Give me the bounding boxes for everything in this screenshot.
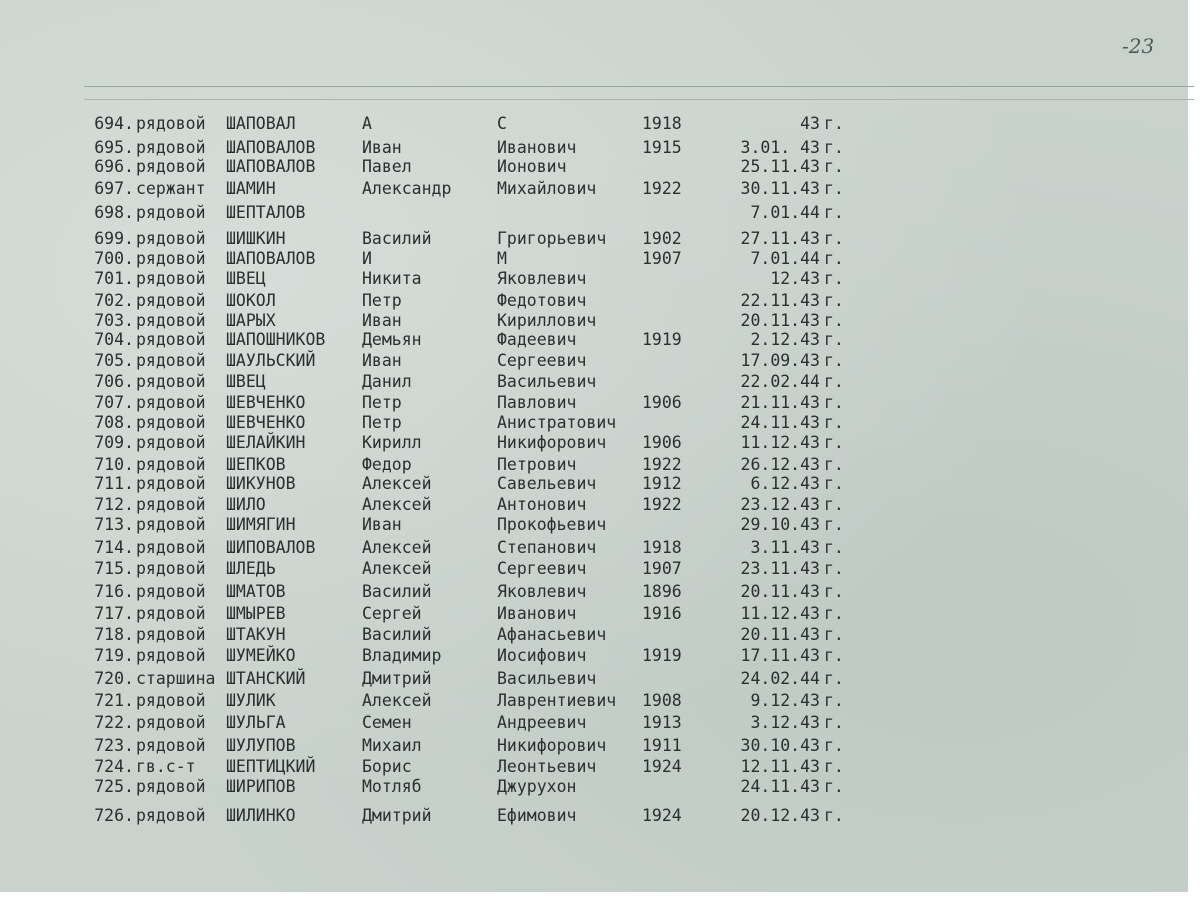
record-year-suffix: г. [824,291,844,310]
record-year-suffix: г. [824,351,844,370]
record-rank: рядовой [136,713,206,732]
record-date: 12.11.43 [740,757,820,776]
record-row [80,372,860,392]
record-rank: рядовой [136,625,206,644]
record-rank: рядовой [136,229,206,248]
record-year-suffix: г. [824,474,844,493]
record-first-name: Дмитрий [362,669,432,688]
record-year-suffix: г. [824,713,844,732]
record-first-name: Василий [362,625,432,644]
record-date: 22.02.44 [740,372,820,391]
record-number: 697. [94,179,134,198]
record-surname: ШАПОВАЛОВ [226,249,316,268]
record-row [80,806,860,826]
record-patronymic: Кириллович [497,311,597,330]
record-surname: ШИЛО [226,495,266,514]
record-patronymic: Леонтьевич [497,757,597,776]
record-surname: ШАУЛЬСКИЙ [226,351,316,370]
record-rank: рядовой [136,515,206,534]
record-patronymic: Фадеевич [497,330,577,349]
record-first-name: Василий [362,229,432,248]
record-rank: рядовой [136,806,206,825]
record-date: 6.12.43 [750,474,820,493]
record-year-suffix: г. [824,433,844,452]
record-date: 30.11.43 [740,179,820,198]
record-number: 722. [94,713,134,732]
record-patronymic: Анистратович [497,413,617,432]
record-rank: рядовой [136,393,206,412]
record-patronymic: Джурухон [497,777,577,796]
record-birth-year: 1896 [642,582,682,601]
record-row [80,691,860,711]
record-row [80,713,860,733]
record-row [80,269,860,289]
record-surname: ШИРИПОВ [226,777,296,796]
record-number: 709. [94,433,134,452]
record-number: 720. [94,669,134,688]
record-surname: ШАРЫХ [226,311,276,330]
record-rank: рядовой [136,433,206,452]
record-first-name: Иван [362,515,402,534]
record-patronymic: С [497,114,507,133]
record-year-suffix: г. [824,736,844,755]
record-date: 25.11.43 [740,157,820,176]
record-row [80,777,860,797]
record-birth-year: 1911 [642,736,682,755]
record-birth-year: 1906 [642,433,682,452]
record-row [80,757,860,777]
page-number: -23 [1122,34,1155,58]
record-number: 714. [94,538,134,557]
record-rank: рядовой [136,114,206,133]
record-date: 12.43 [770,269,820,288]
record-birth-year: 1913 [642,713,682,732]
record-patronymic: Григорьевич [497,229,607,248]
record-surname: ШЕВЧЕНКО [226,413,306,432]
header-rule-line [84,99,1194,100]
record-rank: рядовой [136,559,206,578]
record-date: 26.12.43 [740,455,820,474]
record-rank: рядовой [136,474,206,493]
record-first-name: Алексей [362,559,432,578]
record-number: 726. [94,806,134,825]
record-surname: ШАПОВАЛ [226,114,296,133]
record-first-name: Петр [362,393,402,412]
record-number: 710. [94,455,134,474]
record-first-name: Семен [362,713,412,732]
record-year-suffix: г. [824,777,844,796]
record-row [80,138,860,158]
record-number: 703. [94,311,134,330]
record-patronymic: Сергеевич [497,559,587,578]
record-number: 699. [94,229,134,248]
record-number: 725. [94,777,134,796]
record-birth-year: 1918 [642,114,682,133]
record-date: 7.01.44 [750,203,820,222]
record-patronymic: Михайлович [497,179,597,198]
record-first-name: А [362,114,372,133]
record-number: 713. [94,515,134,534]
record-surname: ШАМИН [226,179,276,198]
record-date: 20.11.43 [740,311,820,330]
record-date: 23.12.43 [740,495,820,514]
record-row [80,203,860,223]
record-surname: ШУЛУПОВ [226,736,296,755]
record-surname: ШВЕЦ [226,269,266,288]
record-surname: ШЕПКОВ [226,455,286,474]
record-date: 3.01. 43 [740,138,820,157]
record-year-suffix: г. [824,559,844,578]
record-first-name: Иван [362,138,402,157]
record-patronymic: Иванович [497,138,577,157]
record-patronymic: Иванович [497,604,577,623]
record-surname: ШЕВЧЕНКО [226,393,306,412]
record-year-suffix: г. [824,604,844,623]
record-date: 3.11.43 [750,538,820,557]
record-rank: рядовой [136,157,206,176]
record-row [80,455,860,475]
record-patronymic: Савельевич [497,474,597,493]
record-rank: рядовой [136,646,206,665]
record-row [80,515,860,535]
record-year-suffix: г. [824,330,844,349]
record-surname: ШУЛЬГА [226,713,286,732]
record-row [80,538,860,558]
record-rank: рядовой [136,604,206,623]
record-date: 9.12.43 [750,691,820,710]
record-date: 23.11.43 [740,559,820,578]
record-patronymic: Лаврентиевич [497,691,617,710]
record-number: 698. [94,203,134,222]
record-row [80,229,860,249]
record-year-suffix: г. [824,538,844,557]
record-row [80,114,860,134]
record-patronymic: Ионович [497,157,567,176]
record-row [80,311,860,331]
record-first-name: Алексей [362,691,432,710]
record-first-name: Мотляб [362,777,422,796]
record-date: 2.12.43 [750,330,820,349]
record-year-suffix: г. [824,372,844,391]
record-date: 17.09.43 [740,351,820,370]
scan-edge-bottom [0,892,1200,898]
record-surname: ШАПОВАЛОВ [226,157,316,176]
record-patronymic: Андреевич [497,713,587,732]
record-first-name: Петр [362,291,402,310]
record-date: 17.11.43 [740,646,820,665]
header-rule-line [84,86,1194,87]
record-number: 700. [94,249,134,268]
record-row [80,646,860,666]
record-surname: ШОКОЛ [226,291,276,310]
record-rank: рядовой [136,372,206,391]
record-date: 3.12.43 [750,713,820,732]
record-date: 30.10.43 [740,736,820,755]
record-row [80,582,860,602]
record-surname: ШИЛИНКО [226,806,296,825]
record-first-name: Федор [362,455,412,474]
record-surname: ШИКУНОВ [226,474,296,493]
record-surname: ШАПОВАЛОВ [226,138,316,157]
record-date: 11.12.43 [740,433,820,452]
record-date: 24.11.43 [740,777,820,796]
record-year-suffix: г. [824,669,844,688]
record-number: 705. [94,351,134,370]
record-first-name: И [362,249,372,268]
record-first-name: Петр [362,413,402,432]
record-rank: рядовой [136,495,206,514]
record-first-name: Кирилл [362,433,422,452]
record-first-name: Никита [362,269,422,288]
record-number: 702. [94,291,134,310]
record-year-suffix: г. [824,203,844,222]
record-number: 696. [94,157,134,176]
record-row [80,330,860,350]
record-rank: старшина [136,669,216,688]
record-surname: ШИМЯГИН [226,515,296,534]
record-birth-year: 1912 [642,474,682,493]
record-rank: рядовой [136,330,206,349]
record-row [80,413,860,433]
record-row [80,433,860,453]
record-patronymic: М [497,249,507,268]
record-rank: рядовой [136,269,206,288]
record-first-name: Сергей [362,604,422,623]
record-patronymic: Сергеевич [497,351,587,370]
record-patronymic: Никифорович [497,433,607,452]
record-year-suffix: г. [824,114,844,133]
record-first-name: Александр [362,179,452,198]
record-year-suffix: г. [824,157,844,176]
record-rank: рядовой [136,413,206,432]
record-number: 708. [94,413,134,432]
record-rank: рядовой [136,249,206,268]
record-birth-year: 1924 [642,806,682,825]
record-rank: рядовой [136,582,206,601]
record-year-suffix: г. [824,582,844,601]
record-rank: рядовой [136,291,206,310]
record-year-suffix: г. [824,757,844,776]
record-birth-year: 1906 [642,393,682,412]
record-year-suffix: г. [824,646,844,665]
record-surname: ШТАКУН [226,625,286,644]
record-patronymic: Петрович [497,455,577,474]
record-date: 29.10.43 [740,515,820,534]
record-surname: ШАПОШНИКОВ [226,330,326,349]
record-rank: сержант [136,179,206,198]
record-number: 716. [94,582,134,601]
record-surname: ШТАНСКИЙ [226,669,306,688]
record-patronymic: Федотович [497,291,587,310]
record-rank: рядовой [136,311,206,330]
record-rank: рядовой [136,455,206,474]
record-patronymic: Никифорович [497,736,607,755]
record-birth-year: 1924 [642,757,682,776]
record-row [80,291,860,311]
record-number: 707. [94,393,134,412]
record-number: 724. [94,757,134,776]
record-patronymic: Степанович [497,538,597,557]
record-first-name: Борис [362,757,412,776]
record-birth-year: 1915 [642,138,682,157]
record-rank: рядовой [136,203,206,222]
record-date: 24.02.44 [740,669,820,688]
record-year-suffix: г. [824,311,844,330]
record-surname: ШЕПТИЦКИЙ [226,757,316,776]
record-birth-year: 1907 [642,249,682,268]
record-first-name: Дмитрий [362,806,432,825]
record-date: 20.12.43 [740,806,820,825]
record-date: 20.11.43 [740,582,820,601]
record-number: 695. [94,138,134,157]
record-first-name: Михаил [362,736,422,755]
record-year-suffix: г. [824,249,844,268]
record-rank: рядовой [136,351,206,370]
record-patronymic: Яковлевич [497,582,587,601]
record-year-suffix: г. [824,393,844,412]
record-date: 20.11.43 [740,625,820,644]
record-birth-year: 1902 [642,229,682,248]
record-number: 711. [94,474,134,493]
record-row [80,604,860,624]
record-surname: ШЕПТАЛОВ [226,203,306,222]
record-number: 719. [94,646,134,665]
record-patronymic: Васильевич [497,669,597,688]
record-rank: рядовой [136,736,206,755]
record-row [80,474,860,494]
record-birth-year: 1922 [642,495,682,514]
record-date: 21.11.43 [740,393,820,412]
record-birth-year: 1922 [642,179,682,198]
record-year-suffix: г. [824,229,844,248]
record-patronymic: Ефимович [497,806,577,825]
record-date: 22.11.43 [740,291,820,310]
record-date: 24.11.43 [740,413,820,432]
record-year-suffix: г. [824,455,844,474]
record-first-name: Иван [362,351,402,370]
record-year-suffix: г. [824,269,844,288]
record-patronymic: Яковлевич [497,269,587,288]
record-row [80,157,860,177]
record-surname: ШМАТОВ [226,582,286,601]
record-rank: рядовой [136,691,206,710]
record-surname: ШУМЕЙКО [226,646,296,665]
record-year-suffix: г. [824,413,844,432]
record-surname: ШИШКИН [226,229,286,248]
record-number: 712. [94,495,134,514]
record-number: 717. [94,604,134,623]
record-number: 701. [94,269,134,288]
record-year-suffix: г. [824,625,844,644]
record-year-suffix: г. [824,495,844,514]
record-rank: рядовой [136,538,206,557]
record-patronymic: Иосифович [497,646,587,665]
record-surname: ШИПОВАЛОВ [226,538,316,557]
record-number: 718. [94,625,134,644]
record-number: 706. [94,372,134,391]
record-birth-year: 1922 [642,455,682,474]
record-year-suffix: г. [824,806,844,825]
record-birth-year: 1908 [642,691,682,710]
record-row [80,669,860,689]
record-row [80,249,860,269]
record-year-suffix: г. [824,691,844,710]
record-first-name: Данил [362,372,412,391]
record-row [80,495,860,515]
record-number: 723. [94,736,134,755]
record-birth-year: 1907 [642,559,682,578]
record-rank: рядовой [136,138,206,157]
record-patronymic: Афанасьевич [497,625,607,644]
record-date: 7.01.44 [750,249,820,268]
record-year-suffix: г. [824,179,844,198]
record-number: 694. [94,114,134,133]
record-surname: ШМЫРЕВ [226,604,286,623]
record-surname: ШУЛИК [226,691,276,710]
record-row [80,179,860,199]
record-number: 715. [94,559,134,578]
record-rank: гв.с-т [136,757,196,776]
record-first-name: Василий [362,582,432,601]
record-number: 704. [94,330,134,349]
record-patronymic: Васильевич [497,372,597,391]
record-first-name: Алексей [362,474,432,493]
record-surname: ШВЕЦ [226,372,266,391]
record-first-name: Иван [362,311,402,330]
record-surname: ШЕЛАЙКИН [226,433,306,452]
record-birth-year: 1919 [642,330,682,349]
record-patronymic: Павлович [497,393,577,412]
record-first-name: Алексей [362,538,432,557]
record-number: 721. [94,691,134,710]
record-rank: рядовой [136,777,206,796]
record-year-suffix: г. [824,515,844,534]
record-first-name: Павел [362,157,412,176]
record-birth-year: 1916 [642,604,682,623]
record-date: 27.11.43 [740,229,820,248]
record-first-name: Алексей [362,495,432,514]
record-date: 11.12.43 [740,604,820,623]
scan-edge-right [1188,0,1200,898]
record-row [80,736,860,756]
record-row [80,393,860,413]
record-surname: ШЛЕДЬ [226,559,276,578]
record-patronymic: Прокофьевич [497,515,607,534]
record-row [80,559,860,579]
record-date: 43 [800,114,820,133]
record-first-name: Владимир [362,646,442,665]
record-row [80,351,860,371]
record-row [80,625,860,645]
record-birth-year: 1918 [642,538,682,557]
record-birth-year: 1919 [642,646,682,665]
record-year-suffix: г. [824,138,844,157]
record-first-name: Демьян [362,330,422,349]
record-patronymic: Антонович [497,495,587,514]
